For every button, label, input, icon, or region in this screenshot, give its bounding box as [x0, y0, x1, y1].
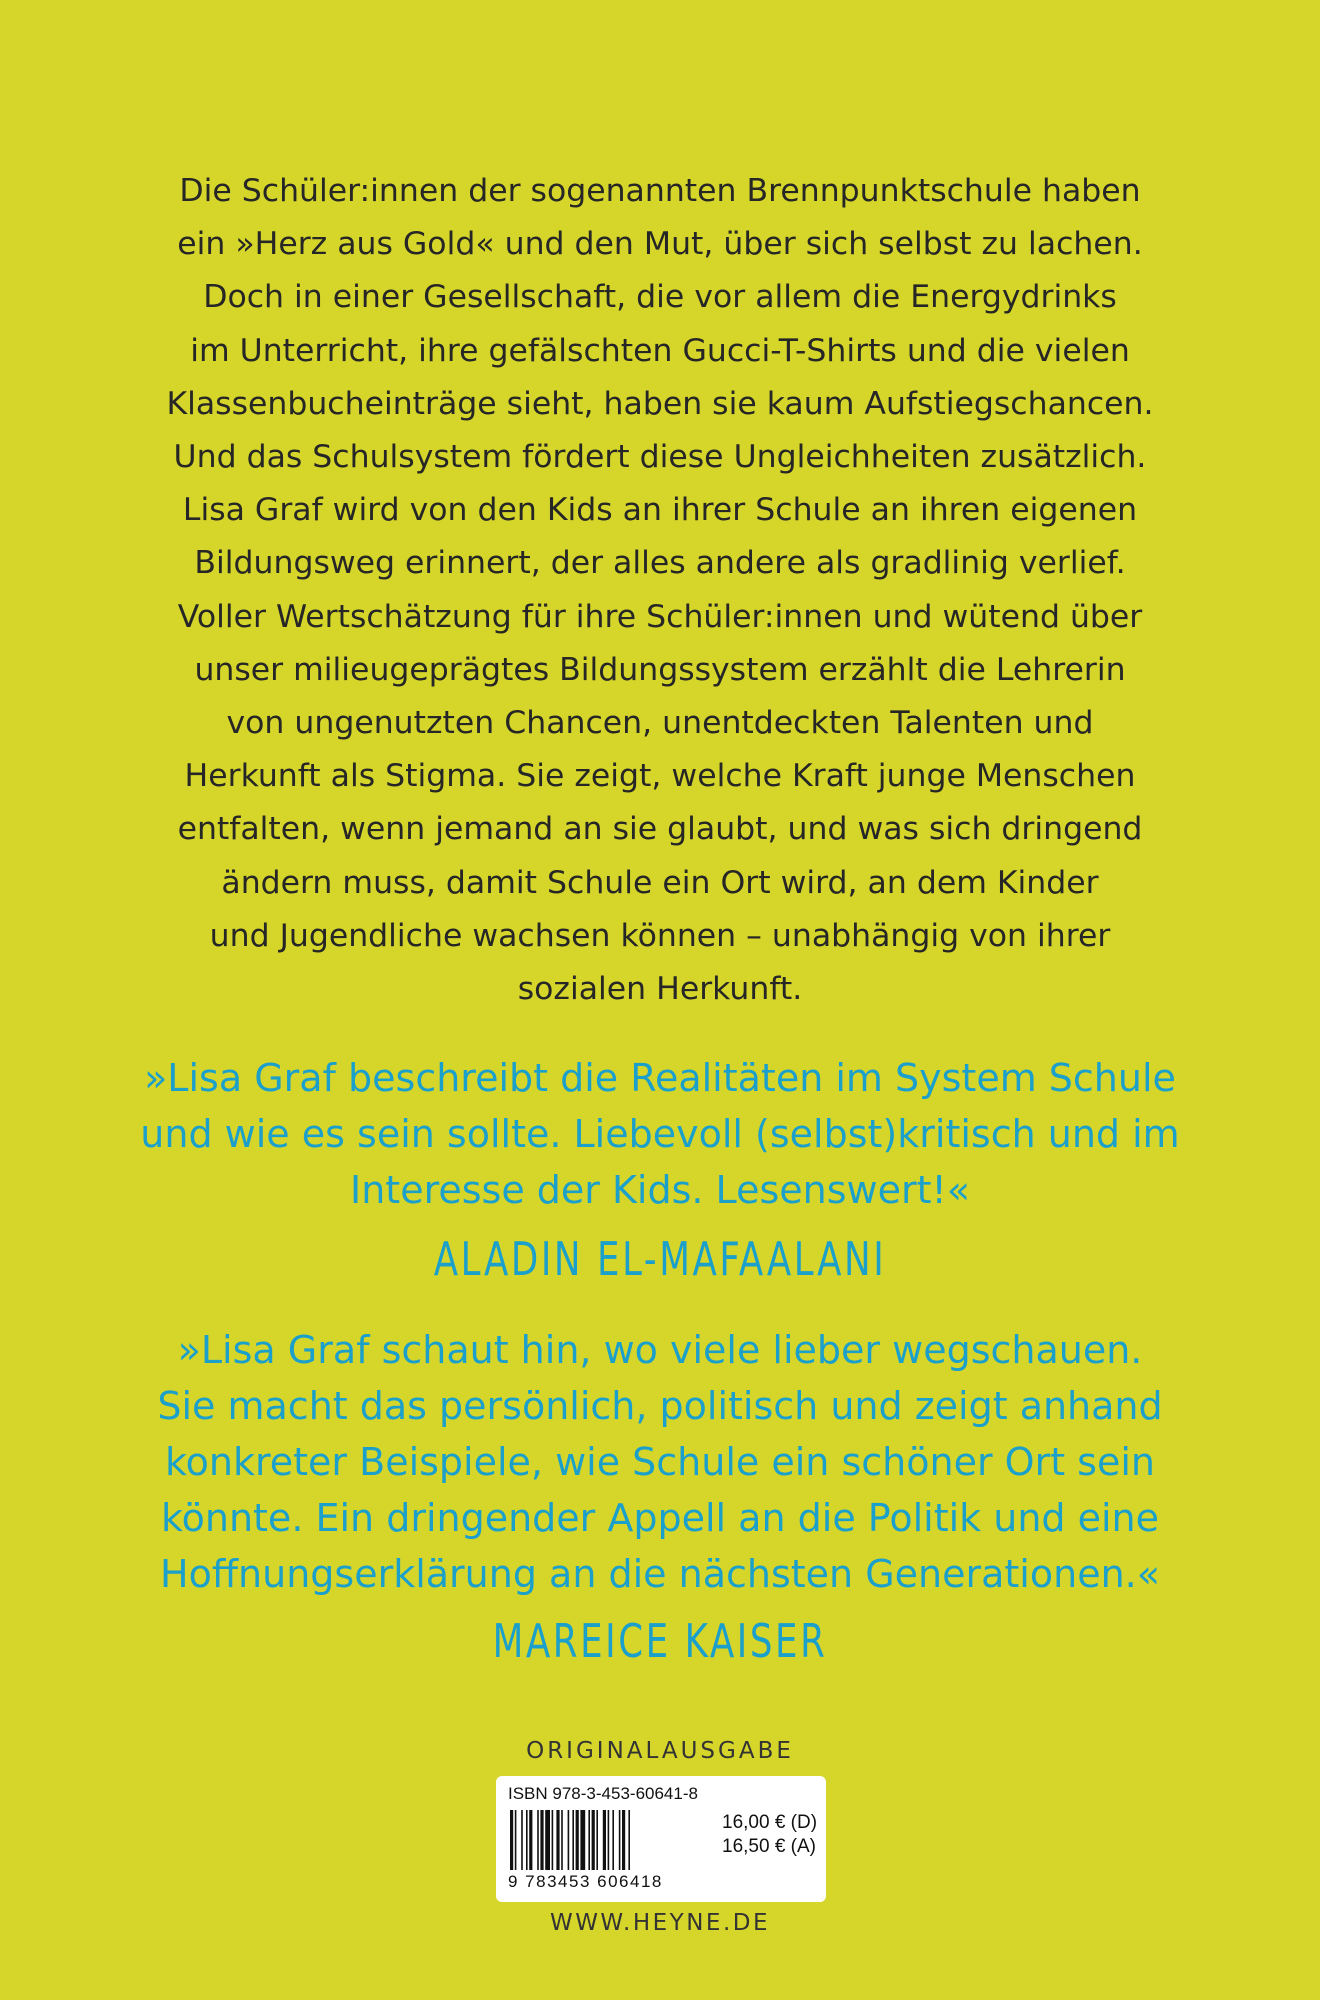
blurb-line: ändern muss, damit Schule ein Ort wird, an dem Kinder: [221, 864, 1099, 901]
blurb-line: Und das Schulsystem fördert diese Ungleichheiten zusätzlich.: [173, 439, 1147, 476]
quote-line: und wie es sein sollte. Liebevoll (selbst)kritisch und im: [140, 1112, 1180, 1156]
quote-line: »Lisa Graf schaut hin, wo viele lieber wegschauen.: [177, 1328, 1143, 1372]
price-austria: 16,50 € (A): [722, 1836, 816, 1857]
blurb-line: Doch in einer Gesellschaft, die vor allem die Energydrinks: [203, 279, 1117, 316]
barcode-digits: 9 783453 606418: [508, 1872, 663, 1891]
blurb-line: Lisa Graf wird von den Kids an ihrer Schule an ihren eigenen: [182, 492, 1138, 529]
blurb-line: Bildungsweg erinnert, der alles andere als gradlinig verlief.: [194, 545, 1126, 582]
blurb-line: sozialen Herkunft.: [517, 971, 803, 1008]
blurb-line: im Unterricht, ihre gefälschten Gucci-T-Shirts und die vielen: [190, 332, 1130, 369]
edition-label: ORIGINALAUSGABE: [526, 1738, 794, 1764]
blurb-line: ein »Herz aus Gold« und den Mut, über sich selbst zu lachen.: [177, 226, 1143, 263]
blurb-line: von ungenutzten Chancen, unentdeckten Talenten und: [226, 705, 1094, 742]
blurb-line: Voller Wertschätzung für ihre Schüler:innen und wütend über: [177, 598, 1143, 635]
blurb-line: Herkunft als Stigma. Sie zeigt, welche Kraft junge Menschen: [184, 758, 1136, 795]
blurb-text: [100, 165, 1220, 1016]
quote-author-1: ALADIN EL-MAFAALANI: [433, 1232, 887, 1286]
isbn-number: ISBN 978-3-453-60641-8: [508, 1784, 698, 1803]
blurb-line: Klassenbucheinträge sieht, haben sie kaum Aufstiegschancen.: [166, 385, 1154, 422]
barcode-icon: [508, 1810, 708, 1872]
quote-line: konkreter Beispiele, wie Schule ein schöner Ort sein: [164, 1440, 1155, 1484]
quote-line: »Lisa Graf beschreibt die Realitäten im System Schule: [144, 1056, 1176, 1100]
blurb-line: entfalten, wenn jemand an sie glaubt, und was sich dringend: [177, 811, 1143, 848]
price-germany: 16,00 € (D): [722, 1812, 818, 1833]
review-quote-1: [90, 1050, 1230, 1218]
quote-line: könnte. Ein dringender Appell an die Politik und eine: [160, 1496, 1160, 1540]
blurb-line: Die Schüler:innen der sogenannten Brennpunktschule haben: [179, 173, 1141, 209]
barcode-panel: [496, 1776, 826, 1902]
quote-line: Sie macht das persönlich, politisch und zeigt anhand: [157, 1384, 1163, 1428]
blurb-line: und Jugendliche wachsen können – unabhängig von ihrer: [209, 917, 1111, 954]
blurb-line: unser milieugeprägtes Bildungssystem erzählt die Lehrerin: [194, 651, 1126, 688]
quote-line: Interesse der Kids. Lesenswert!«: [350, 1168, 970, 1212]
quote-line: Hoffnungserklärung an die nächsten Generationen.«: [160, 1552, 1160, 1596]
quote-author-2: MAREICE KAISER: [492, 1614, 828, 1668]
publisher-website: WWW.HEYNE.DE: [549, 1910, 771, 1936]
review-quote-2: [90, 1322, 1230, 1602]
